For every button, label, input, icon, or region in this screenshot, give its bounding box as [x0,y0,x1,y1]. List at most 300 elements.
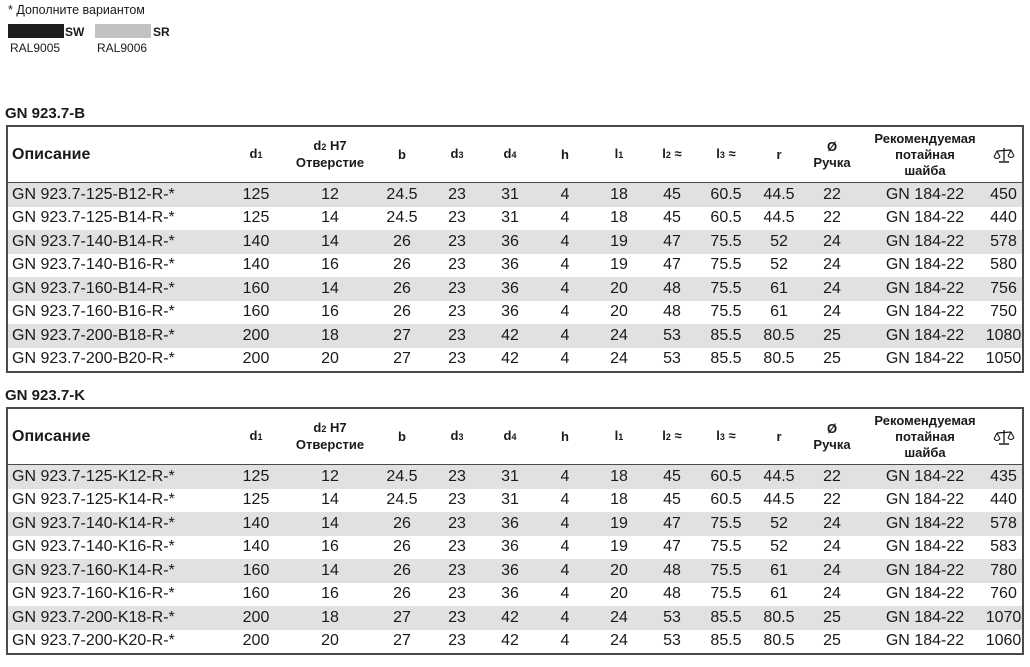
table-cell: 160 [219,559,293,583]
col-d2 [293,126,367,183]
table-cell: 4 [560,350,570,368]
col-d1-label: d [249,146,258,161]
table-cell: 23 [448,209,466,227]
table-cell: 85.5 [710,350,742,368]
table-cell: 61 [770,585,788,603]
table-cell: 26 [393,538,411,556]
table-cell: 23 [448,350,466,368]
col-l1 [587,408,651,465]
table-cell: 160 [242,585,270,603]
table-cell: 440 [990,209,1017,227]
table-cell: 47 [651,230,693,254]
table-cell: 580 [990,256,1017,274]
col-l2-approx: ≈ [670,428,682,443]
row-description: GN 923.7-160-B16-R-* [12,303,175,321]
table-cell: 23 [448,632,466,650]
table-cell: 36 [501,585,519,603]
col-washer-line3: шайба [904,444,946,460]
row-description: GN 923.7-200-B18-R-* [7,324,219,348]
col-grip-symbol: Ø [826,420,838,436]
table-cell: 75.5 [693,559,759,583]
table-cell: 14 [293,230,367,254]
col-d2-sub: 2 [321,424,327,434]
table-row [7,348,1023,373]
col-weight [985,408,1023,465]
col-d1 [219,408,293,465]
table-cell: GN 184-22 [865,277,985,301]
table-cell: GN 184-22 [885,256,965,274]
section-title-b: GN 923.7-B [5,105,86,122]
row-description: GN 923.7-140-B16-R-* [12,256,175,274]
table-cell: 16 [321,256,339,274]
table-cell: 1070 [985,606,1023,630]
table-cell: 36 [477,230,543,254]
col-l2-approx: ≈ [670,146,682,161]
table-cell: 25 [799,324,865,348]
table-cell: 578 [985,230,1023,254]
table-cell: 24 [587,606,651,630]
table-cell: 20 [610,585,628,603]
table-cell: 36 [477,559,543,583]
table-cell: 4 [543,183,587,207]
table-cell: 23 [437,230,477,254]
table-cell: 42 [477,324,543,348]
table-cell: 24.5 [367,183,437,207]
col-d1-label: d [249,428,258,443]
col-grip [799,408,865,465]
table-cell: 4 [560,209,570,227]
table-cell: 24 [823,585,841,603]
col-d3 [437,126,477,183]
table-cell: 16 [321,538,339,556]
table-cell: GN 184-22 [865,183,985,207]
col-b: b [367,408,437,465]
col-washer [865,126,985,183]
table-cell: 160 [219,277,293,301]
table-cell: 80.5 [759,324,799,348]
table-cell: 53 [651,606,693,630]
table-cell: 22 [799,183,865,207]
col-h: h [543,126,587,183]
row-description: GN 923.7-140-B14-R-* [7,230,219,254]
table-cell: 1050 [985,350,1022,368]
row-description: GN 923.7-160-K16-R-* [12,585,175,603]
col-d3-label: d [450,146,459,161]
table-cell: 60.5 [693,183,759,207]
table-cell: 4 [560,256,570,274]
table-cell: 12 [293,465,367,489]
table-b [6,125,1024,373]
table-cell: 47 [663,256,681,274]
table-cell: 44.5 [759,465,799,489]
col-washer-line1: Рекомендуемая [874,412,976,428]
table-cell: 19 [610,256,628,274]
col-d4-label: d [503,146,512,161]
table-cell: GN 184-22 [885,491,965,509]
table-cell: 26 [367,559,437,583]
col-b: b [367,126,437,183]
col-r: r [759,408,799,465]
table-cell: 36 [501,538,519,556]
table-row [7,606,1023,630]
col-l2 [651,408,693,465]
table-cell: 26 [393,303,411,321]
col-d4 [477,126,543,183]
table-cell: 125 [219,465,293,489]
col-description: Описание [7,126,219,183]
table-cell: 48 [651,559,693,583]
table-cell: 75.5 [693,230,759,254]
table-cell: GN 184-22 [865,324,985,348]
col-d3-label: d [450,428,459,443]
table-cell: 47 [651,512,693,536]
table-cell: 80.5 [763,350,795,368]
table-cell: 20 [321,350,339,368]
table-cell: 760 [990,585,1017,603]
table-cell: GN 184-22 [885,632,965,650]
table-cell: 42 [477,606,543,630]
table-row [7,183,1023,207]
table-cell: GN 184-22 [865,465,985,489]
table-cell: GN 184-22 [885,209,965,227]
table-cell: 45 [663,491,681,509]
table-cell: 18 [293,324,367,348]
table-cell: 200 [242,350,270,368]
table-cell: 61 [759,559,799,583]
col-l2-sub: 2 [665,432,671,442]
table-cell: 24 [799,230,865,254]
table-cell: 4 [543,606,587,630]
table-cell: 85.5 [693,324,759,348]
col-l1-label: l [614,146,619,161]
table-cell: 60.5 [693,465,759,489]
col-l3-sub: 3 [719,432,725,442]
col-l1-label: l [614,428,619,443]
table-cell: 23 [448,538,466,556]
col-d2 [293,408,367,465]
table-cell: 4 [560,303,570,321]
col-d1-sub: 1 [257,432,263,442]
table-row [7,254,1023,278]
table-cell: 31 [477,465,543,489]
variant-note: * Дополните вариантом [8,3,145,17]
table-cell: 18 [610,491,628,509]
table-cell: 75.5 [710,303,742,321]
table-cell: 27 [367,324,437,348]
table-cell: 20 [610,303,628,321]
table-cell: 4 [543,324,587,348]
table-cell: 20 [587,559,651,583]
col-d2-tolerance: H7 [326,420,347,435]
table-cell: 18 [587,183,651,207]
table-cell: 140 [219,230,293,254]
table-cell: 75.5 [710,538,742,556]
table-cell: 23 [448,585,466,603]
table-cell: 4 [560,538,570,556]
col-d2-bore: Отверстие [295,437,365,452]
table-cell: 52 [770,538,788,556]
table-cell: 23 [437,606,477,630]
table-row [7,512,1023,536]
table-cell: 44.5 [763,491,795,509]
table-cell: 48 [651,277,693,301]
table-cell: 1060 [985,632,1022,650]
table-cell: 75.5 [693,277,759,301]
table-cell: 85.5 [693,606,759,630]
table-cell: 26 [367,230,437,254]
col-l1-sub: 1 [618,150,624,160]
table-cell: 435 [985,465,1023,489]
table-cell: 52 [759,512,799,536]
table-cell: 4 [543,512,587,536]
table-cell: 27 [367,606,437,630]
table-row [7,465,1023,489]
table-cell: 1080 [985,324,1023,348]
table-cell: 14 [293,512,367,536]
table-cell: 780 [985,559,1023,583]
swatch-sw [8,24,64,38]
table-cell: 140 [219,512,293,536]
table-header-row [7,126,1023,183]
table-cell: 125 [219,183,293,207]
table-cell: 20 [321,632,339,650]
table-cell: 53 [651,324,693,348]
table-cell: 4 [543,277,587,301]
col-d2-tolerance: H7 [326,138,347,153]
table-cell: 125 [242,209,270,227]
table-cell: 23 [437,465,477,489]
table-cell: 52 [759,230,799,254]
table-cell: 26 [393,585,411,603]
col-r: r [759,126,799,183]
table-cell: 756 [985,277,1023,301]
row-description: GN 923.7-160-B14-R-* [7,277,219,301]
table-cell: 4 [543,465,587,489]
table-cell: 125 [242,491,270,509]
table-cell: 24 [610,632,628,650]
table-cell: 75.5 [693,512,759,536]
row-description: GN 923.7-125-B12-R-* [7,183,219,207]
row-description: GN 923.7-160-K14-R-* [7,559,219,583]
col-d4-sub: 4 [511,150,517,160]
col-l1-sub: 1 [618,432,624,442]
variant-code-sw: SW [65,25,85,39]
scale-icon [993,146,1015,164]
row-description: GN 923.7-140-K14-R-* [7,512,219,536]
table-cell: 22 [823,209,841,227]
table-cell: 14 [293,559,367,583]
col-d3-sub: 3 [458,150,464,160]
table-cell: 200 [242,632,270,650]
table-cell: 60.5 [710,209,742,227]
table-cell: 52 [770,256,788,274]
col-grip-symbol: Ø [826,138,838,154]
table-cell: 23 [437,277,477,301]
table-cell: 19 [610,538,628,556]
table-cell: 4 [543,230,587,254]
table-cell: 19 [587,230,651,254]
col-l1 [587,126,651,183]
table-row [7,536,1023,560]
table-cell: GN 184-22 [865,606,985,630]
col-l2-label: l [662,428,666,443]
col-washer-line3: шайба [904,162,946,178]
table-cell: 26 [367,512,437,536]
table-cell: 26 [393,256,411,274]
col-grip-label: Ручка [813,154,851,170]
table-cell: 23 [448,303,466,321]
col-d2-bore: Отверстие [295,155,365,170]
table-cell: 140 [242,256,270,274]
table-cell: 45 [663,209,681,227]
col-l3-label: l [716,146,720,161]
col-washer-line2: потайная [895,428,955,444]
table-cell: 75.5 [710,256,742,274]
col-l3 [693,126,759,183]
table-cell: 25 [799,606,865,630]
table-row [7,630,1023,655]
table-cell: 25 [823,350,841,368]
table-cell: GN 184-22 [885,350,965,368]
table-cell: 19 [587,512,651,536]
col-l2-sub: 2 [665,150,671,160]
table-cell: 31 [501,209,519,227]
col-l3-sub: 3 [719,150,725,160]
col-d4-sub: 4 [511,432,517,442]
table-cell: 18 [587,465,651,489]
table-cell: 24 [823,538,841,556]
table-row [7,559,1023,583]
table-cell: 583 [990,538,1017,556]
table-cell: 48 [663,585,681,603]
table-cell: 48 [663,303,681,321]
table-cell: 4 [560,632,570,650]
table-cell: 60.5 [710,491,742,509]
col-d1-sub: 1 [257,150,263,160]
col-washer-line2: потайная [895,146,955,162]
table-cell: GN 184-22 [885,585,965,603]
col-d3 [437,408,477,465]
table-cell: 45 [651,465,693,489]
table-cell: GN 184-22 [865,559,985,583]
variant-swatches [8,24,268,56]
table-cell: 24 [823,303,841,321]
table-cell: 140 [242,538,270,556]
col-d1 [219,126,293,183]
table-cell: 750 [990,303,1017,321]
row-description: GN 923.7-200-B20-R-* [12,350,175,368]
table-cell: 45 [651,183,693,207]
scale-icon [993,428,1015,446]
table-row [7,301,1023,325]
row-description: GN 923.7-125-B14-R-* [12,209,175,227]
col-weight [985,126,1023,183]
table-cell: 53 [663,350,681,368]
table-cell: 23 [437,183,477,207]
row-description: GN 923.7-125-K14-R-* [12,491,175,509]
table-cell: 450 [985,183,1023,207]
table-row [7,230,1023,254]
row-description: GN 923.7-200-K18-R-* [7,606,219,630]
table-cell: 12 [293,183,367,207]
table-cell: 36 [501,256,519,274]
table-cell: 23 [448,491,466,509]
section-title-k: GN 923.7-K [5,387,86,404]
table-cell: 16 [321,303,339,321]
col-grip-label: Ручка [813,436,851,452]
table-cell: 85.5 [710,632,742,650]
table-cell: 20 [587,277,651,301]
table-cell: 36 [477,277,543,301]
table-cell: 16 [321,585,339,603]
table-cell: 24 [799,277,865,301]
table-cell: 24.5 [367,465,437,489]
table-cell: 23 [437,512,477,536]
table-cell: 23 [437,559,477,583]
col-l2-label: l [662,146,666,161]
table-cell: 23 [437,324,477,348]
table-cell: 31 [501,491,519,509]
col-d2-sub: 2 [321,142,327,152]
col-grip [799,126,865,183]
table-cell: 80.5 [763,632,795,650]
table-cell: 4 [560,491,570,509]
table-cell: 24 [799,559,865,583]
table-cell: 24 [587,324,651,348]
col-l3-approx: ≈ [724,146,736,161]
table-cell: 24.5 [386,209,418,227]
table-cell: 200 [219,324,293,348]
table-cell: 80.5 [759,606,799,630]
table-row [7,207,1023,231]
table-cell: 18 [293,606,367,630]
variant-ral-sr: RAL9006 [97,41,148,55]
table-cell: 4 [560,585,570,603]
table-cell: 53 [663,632,681,650]
col-d3-sub: 3 [458,432,464,442]
table-row [7,324,1023,348]
table-row [7,583,1023,607]
col-l3-label: l [716,428,720,443]
table-cell: 25 [823,632,841,650]
variant-ral-sw: RAL9005 [10,41,61,55]
swatch-sr [95,24,151,38]
table-cell: 42 [501,350,519,368]
col-d2-label: d [313,420,322,435]
table-cell: 31 [477,183,543,207]
table-cell: 14 [321,209,339,227]
table-cell: GN 184-22 [885,303,965,321]
table-row [7,489,1023,513]
table-cell: 24 [610,350,628,368]
table-cell: GN 184-22 [865,230,985,254]
table-cell: 36 [477,512,543,536]
table-cell: 23 [448,256,466,274]
col-d4 [477,408,543,465]
col-h: h [543,408,587,465]
table-cell: 18 [610,209,628,227]
col-washer [865,408,985,465]
table-cell: GN 184-22 [865,512,985,536]
col-description: Описание [7,408,219,465]
variant-code-sr: SR [153,25,170,39]
col-l2 [651,126,693,183]
col-washer-line1: Рекомендуемая [874,130,976,146]
table-cell: 200 [219,606,293,630]
table-cell: 578 [985,512,1023,536]
table-cell: 27 [393,632,411,650]
table-cell: 44.5 [759,183,799,207]
